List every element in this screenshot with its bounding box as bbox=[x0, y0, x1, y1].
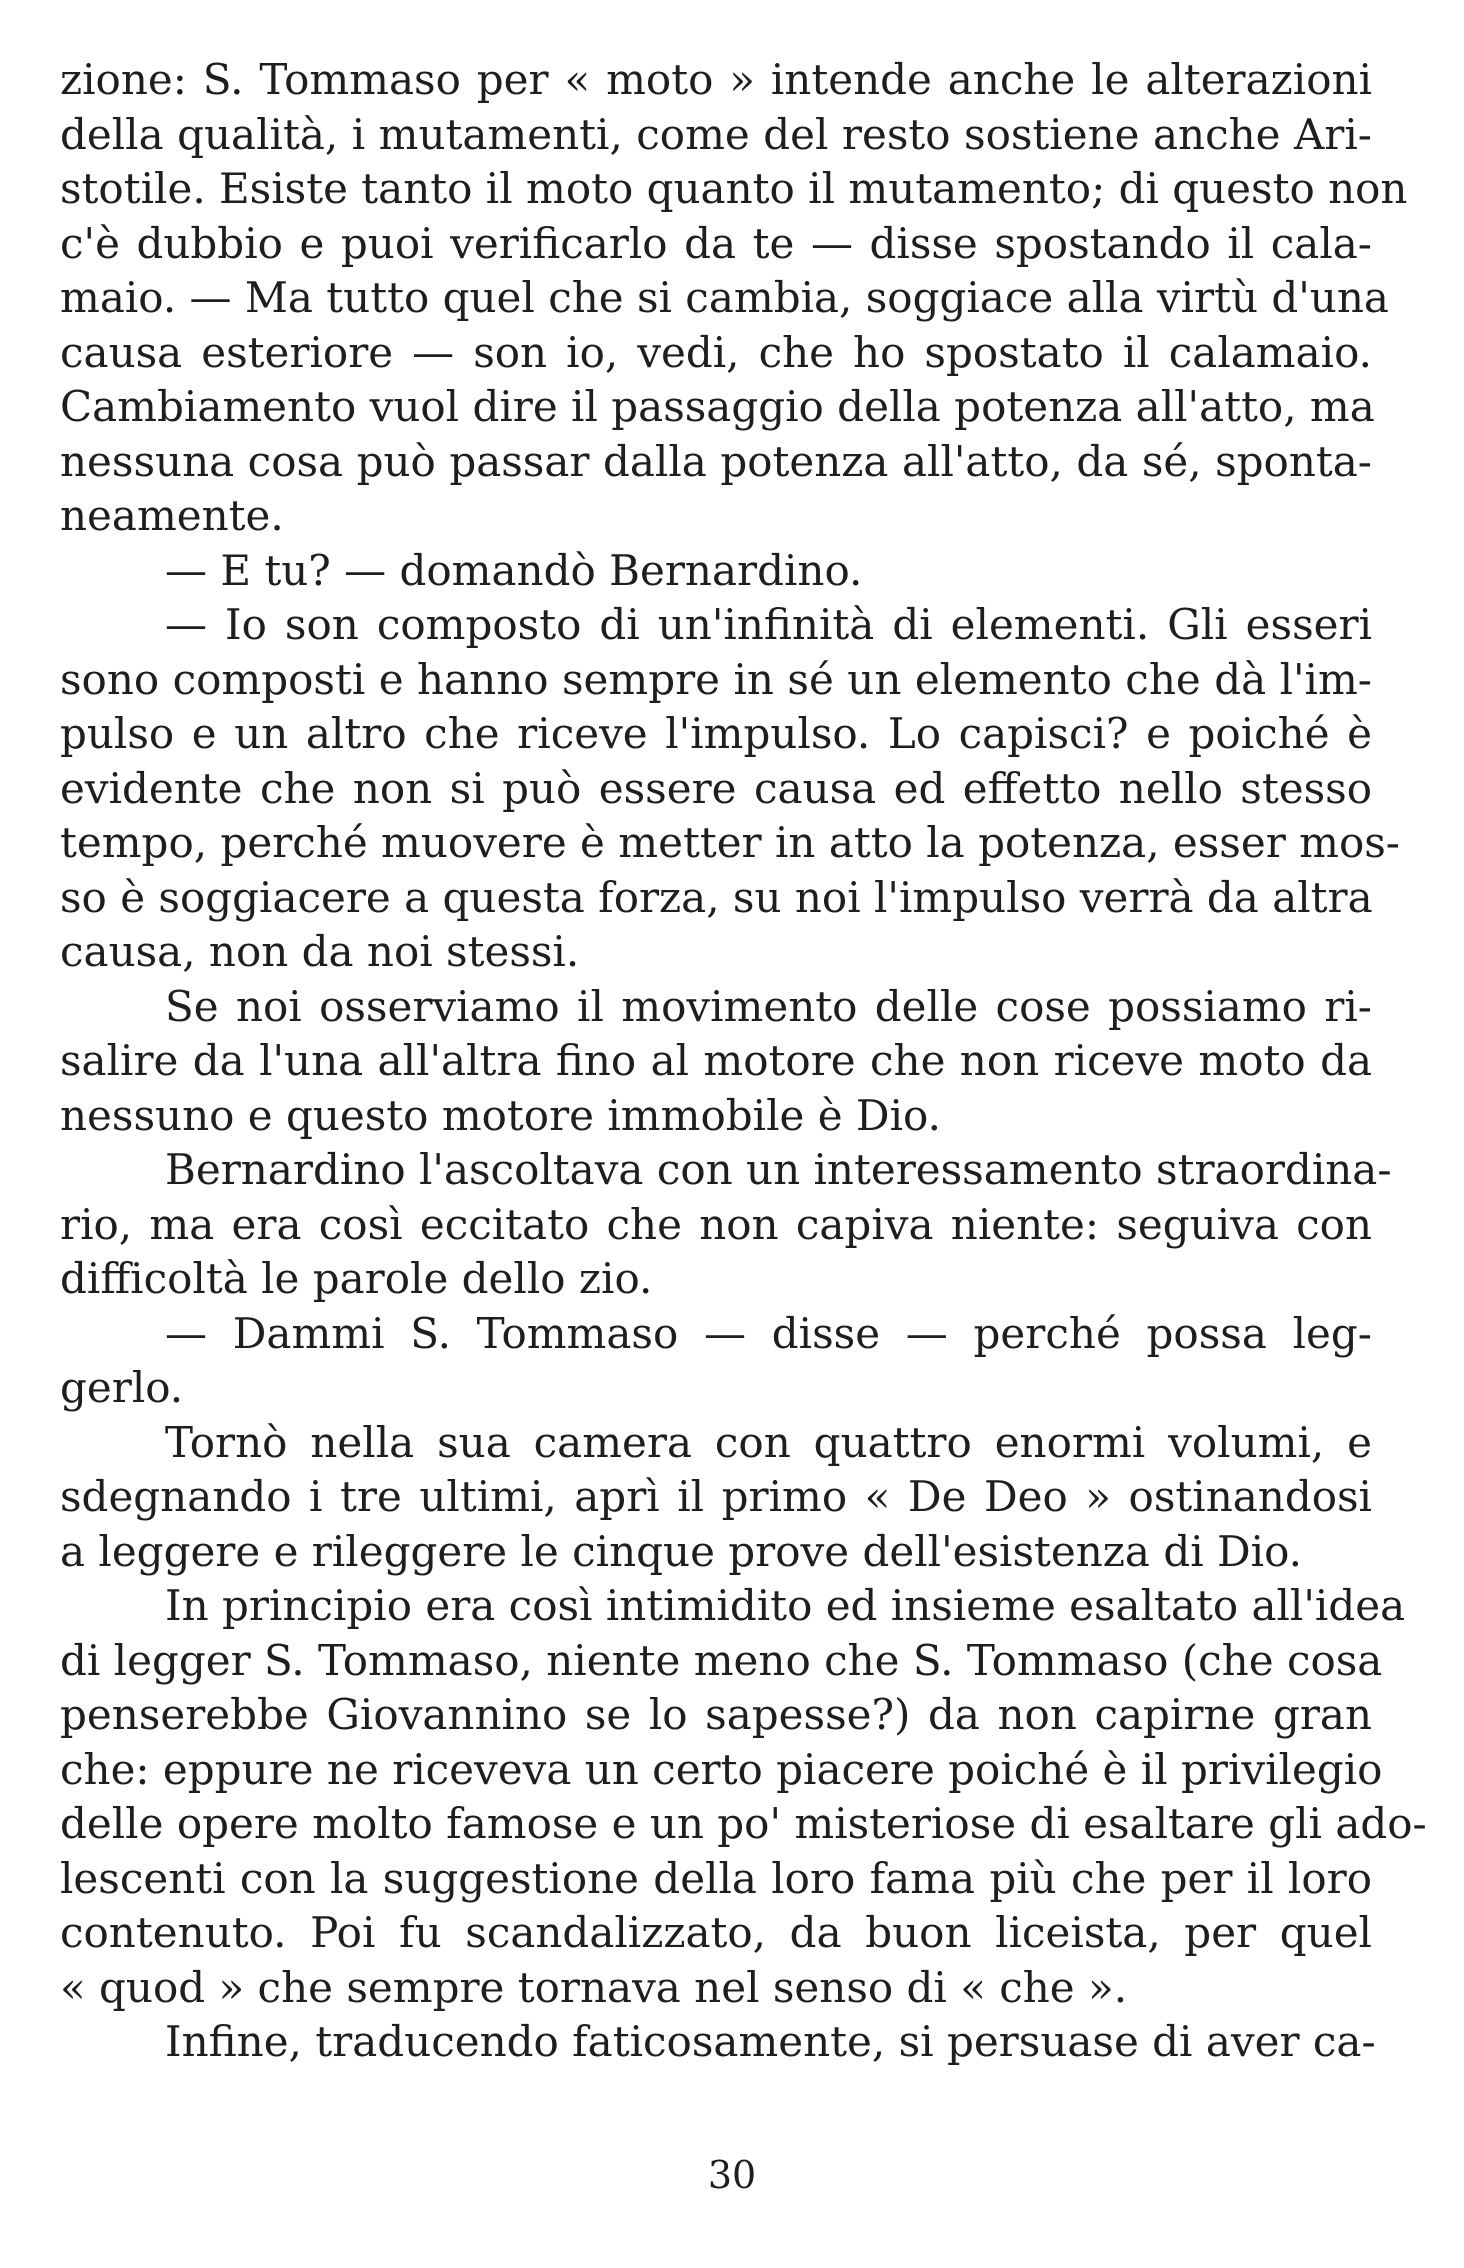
text-line: zione: S. Tommaso per « moto » intende anche le alterazioni bbox=[60, 55, 1372, 104]
text-line: causa, non da noi stessi. bbox=[60, 927, 580, 976]
text-line: so è soggiacere a questa forza, su noi l'impulso verrà da altra bbox=[60, 872, 1373, 922]
text-line: a leggere e rileggere le cinque prove dell'esistenza di Dio. bbox=[60, 1526, 1302, 1576]
text-line: rio, ma era così eccitato che non capiva niente: seguiva con bbox=[60, 1199, 1372, 1249]
page-number: 30 bbox=[707, 2153, 757, 2197]
text-line: c'è dubbio e puoi verificarlo da te — disse spostando il cala- bbox=[60, 218, 1372, 268]
text-line: tempo, perché muovere è metter in atto la potenza, esser mos- bbox=[60, 818, 1401, 867]
text-line: In principio era così intimidito ed insieme esaltato all'idea bbox=[165, 1581, 1406, 1630]
text-line: della qualità, i mutamenti, come del resto sostiene anche Ari- bbox=[60, 109, 1372, 159]
text-line: Se noi osserviamo il movimento delle cose possiamo ri- bbox=[165, 981, 1372, 1031]
text-line: Infine, traducendo faticosamente, si persuase di aver ca- bbox=[165, 2017, 1376, 2066]
text-line: causa esteriore — son io, vedi, che ho spostato il calamaio. bbox=[60, 327, 1372, 377]
text-line: delle opere molto famose e un po' misteriose di esaltare gli ado- bbox=[60, 1799, 1427, 1848]
text-line: difficoltà le parole dello zio. bbox=[60, 1254, 653, 1303]
text-line: stotile. Esiste tanto il moto quanto il mutamento; di questo non bbox=[60, 164, 1408, 213]
text-line: salire da l'una all'altra fino al motore che non riceve moto da bbox=[60, 1036, 1372, 1085]
text-line: che: eppure ne riceveva un certo piacere poiché è il privilegio bbox=[60, 1744, 1383, 1794]
text-line: « quod » che sempre tornava nel senso di « che ». bbox=[60, 1962, 1128, 2012]
text-line: pulso e un altro che riceve l'impulso. Lo capisci? e poiché è bbox=[60, 709, 1372, 758]
text-line: Tornò nella sua camera con quattro enormi volumi, e bbox=[165, 1417, 1372, 1467]
text-line: — Io son composto di un'infinità di elementi. Gli esseri bbox=[165, 600, 1372, 649]
text-line: Bernardino l'ascoltava con un interessamento straordina- bbox=[165, 1145, 1392, 1194]
text-line: sono composti e hanno sempre in sé un elemento che dà l'im- bbox=[60, 654, 1372, 704]
text-line: nessuna cosa può passar dalla potenza all'atto, da sé, sponta- bbox=[60, 436, 1372, 486]
text-line: contenuto. Poi fu scandalizzato, da buon liceista, per quel bbox=[60, 1908, 1372, 1957]
text-line: neamente. bbox=[60, 491, 284, 540]
text-line: gerlo. bbox=[60, 1363, 184, 1412]
text-line: lescenti con la suggestione della loro fama più che per il loro bbox=[60, 1853, 1372, 1903]
text-line: penserebbe Giovannino se lo sapesse?) da non capirne gran bbox=[60, 1690, 1372, 1739]
text-line: evidente che non si può essere causa ed effetto nello stesso bbox=[60, 763, 1372, 813]
text-line: nessuno e questo motore immobile è Dio. bbox=[60, 1090, 941, 1140]
text-line: maio. — Ma tutto quel che si cambia, soggiace alla virtù d'una bbox=[60, 273, 1389, 322]
text-line: — E tu? — domandò Bernardino. bbox=[165, 545, 863, 595]
text-line: sdegnando i tre ultimi, aprì il primo « De Deo » ostinandosi bbox=[60, 1472, 1372, 1521]
text-line: — Dammi S. Tommaso — disse — perché possa leg- bbox=[165, 1308, 1372, 1358]
text-line: Cambiamento vuol dire il passaggio della potenza all'atto, ma bbox=[60, 382, 1375, 431]
text-line: di legger S. Tommaso, niente meno che S. Tommaso (che cosa bbox=[60, 1635, 1383, 1685]
